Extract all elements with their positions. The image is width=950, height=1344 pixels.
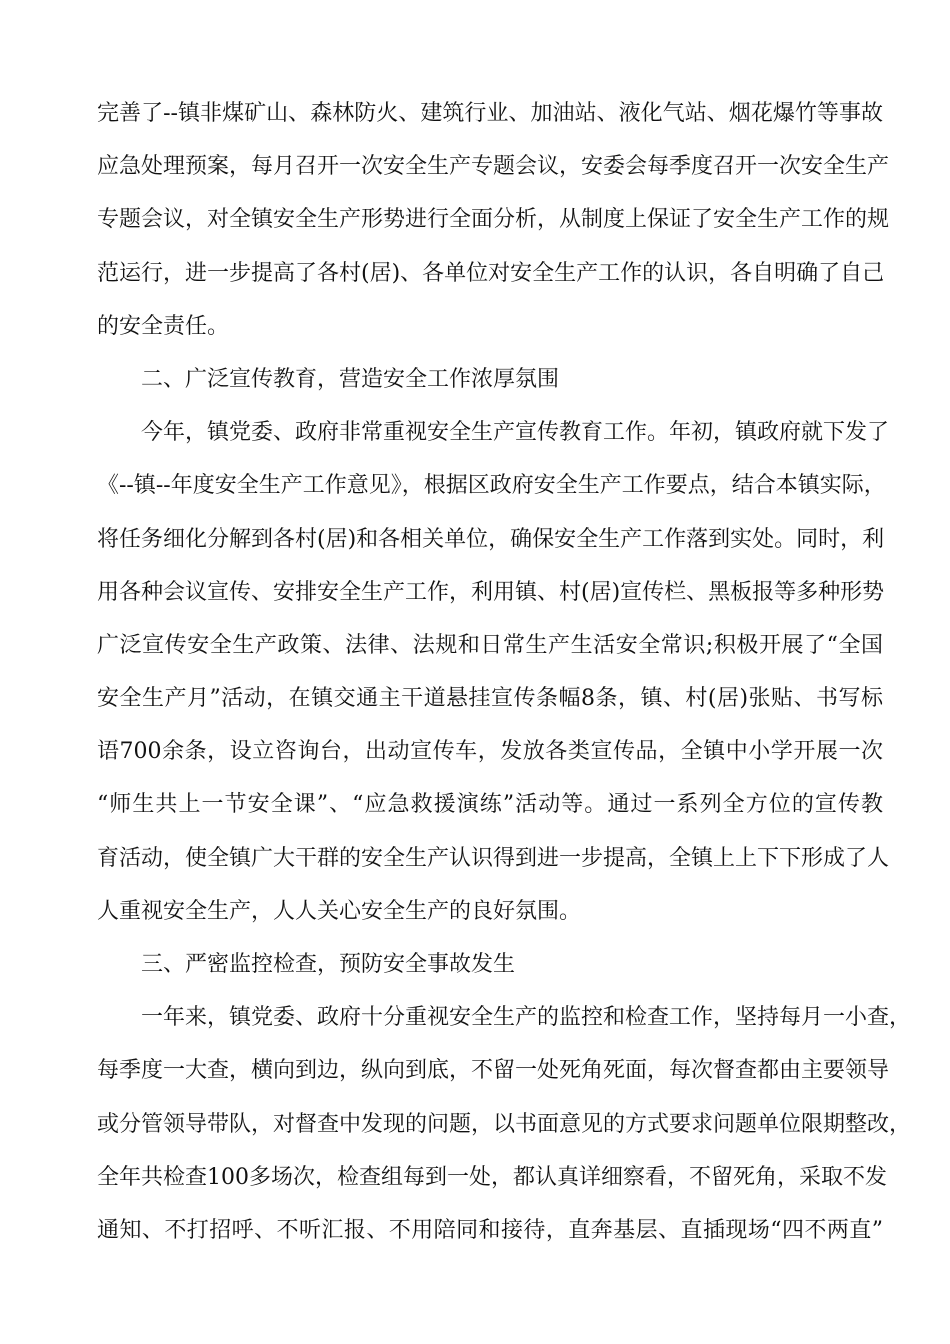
text-line: 安全生产月”活动，在镇交通主干道悬挂宣传条幅8条，镇、村(居)张贴、书写标 [97, 686, 883, 712]
document-body [97, 96, 912, 1266]
text-line: 广泛宣传安全生产政策、法律、法规和日常生产生活安全常识;积极开展了“全国 [97, 632, 883, 658]
text-line: 或分管领导带队，对督查中发现的问题，以书面意见的方式要求问题单位限期整改， [97, 1111, 912, 1137]
text-line: 《--镇--年度安全生产工作意见》，根据区政府安全生产工作要点，结合本镇实际， [97, 473, 886, 499]
text-line: 今年，镇党委、政府非常重视安全生产宣传教育工作。年初，镇政府就下发了 [97, 420, 890, 446]
text-line: 全年共检查100多场次，检查组每到一处，都认真详细察看，不留死角，采取不发 [97, 1164, 887, 1190]
text-line: 育活动，使全镇广大干群的安全生产认识得到进一步提高，全镇上上下下形成了人 [97, 845, 890, 871]
section-heading: 二、广泛宣传教育，营造安全工作浓厚氛围 [97, 366, 560, 392]
text-line: 完善了--镇非煤矿山、森林防火、建筑行业、加油站、液化气站、烟花爆竹等事故 [97, 101, 883, 126]
text-line: 人重视安全生产，人人关心安全生产的良好氛围。 [97, 898, 582, 924]
text-line: 通知、不打招呼、不听汇报、不用陪同和接待，直奔基层、直插现场“四不两直” [97, 1217, 883, 1243]
text-line: 应急处理预案，每月召开一次安全生产专题会议，安委会每季度召开一次安全生产 [97, 154, 890, 180]
text-line: 一年来，镇党委、政府十分重视安全生产的监控和检查工作，坚持每月一小查， [97, 1005, 912, 1031]
section-heading: 三、严密监控检查，预防安全事故发生 [97, 952, 516, 977]
text-line: 语700余条，设立咨询台，出动宣传车，发放各类宣传品，全镇中小学开展一次 [97, 739, 883, 765]
text-line: 用各种会议宣传、安排安全生产工作，利用镇、村(居)宣传栏、黑板报等多种形势 [97, 579, 885, 605]
text-line: “师生共上一节安全课”、“应急救援演练”活动等。通过一系列全方位的宣传教 [97, 792, 883, 818]
text-line: 将任务细化分解到各村(居)和各相关单位，确保安全生产工作落到实处。同时，利 [97, 526, 885, 552]
text-line: 的安全责任。 [97, 313, 230, 339]
text-line: 专题会议，对全镇安全生产形势进行全面分析，从制度上保证了安全生产工作的规 [97, 207, 890, 233]
text-line: 每季度一大查，横向到边，纵向到底，不留一处死角死面，每次督查都由主要领导 [97, 1058, 890, 1084]
text-line: 范运行，进一步提高了各村(居)、各单位对安全生产工作的认识，各自明确了自己 [97, 260, 885, 286]
